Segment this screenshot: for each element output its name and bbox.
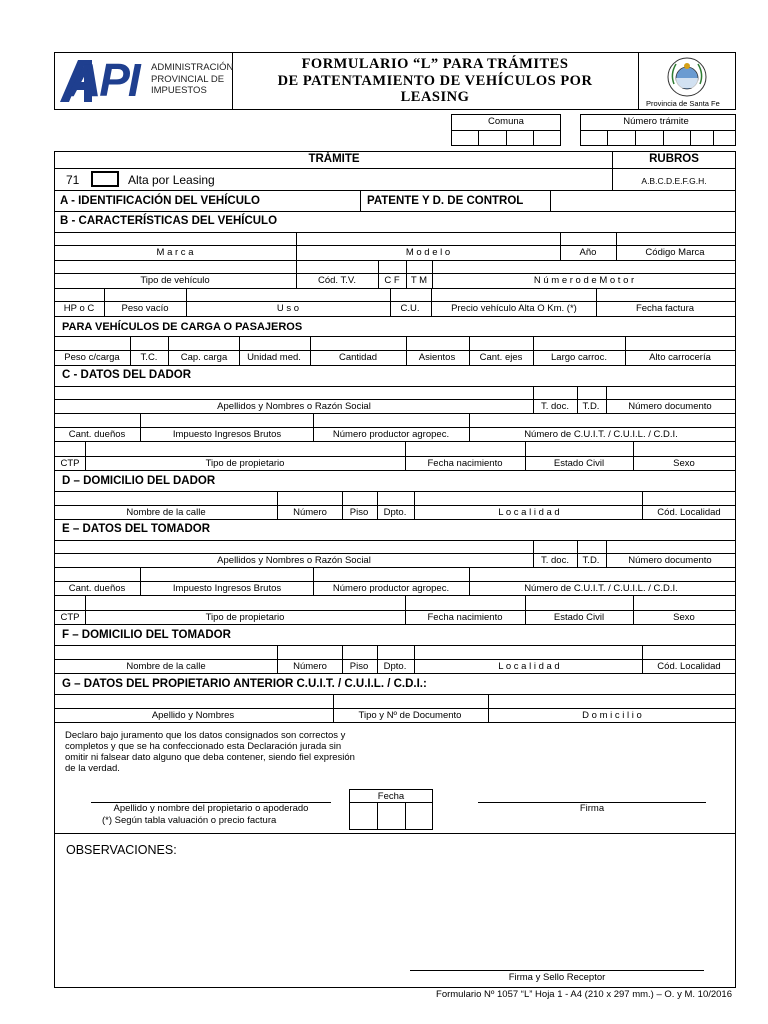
tomador-cod-localidad-label: Cód. Localidad xyxy=(657,661,721,672)
tomador-apellidos-label: Apellidos y Nombres o Razón Social xyxy=(217,555,371,566)
dador-fecha-nac-label: Fecha nacimiento xyxy=(427,458,503,469)
section-g-title: G – DATOS DEL PROPIETARIO ANTERIOR C.U.I.T. / C.U.I.L. / C.D.I.: xyxy=(62,678,427,690)
dador-dpto-label: Dpto. xyxy=(383,507,407,518)
tramite-header: TRÁMITE xyxy=(308,153,360,165)
anio-label: Año xyxy=(579,247,597,258)
dador-td-label: T.D. xyxy=(582,401,600,412)
codigo-marca-label: Código Marca xyxy=(645,247,705,258)
cod-tv-label: Cód. T.V. xyxy=(317,275,357,286)
header-divider-right xyxy=(638,52,639,110)
marca-label: M a r c a xyxy=(156,247,194,258)
firma-receptor-label: Firma y Sello Receptor xyxy=(508,972,606,983)
tomador-cant-duenos-label: Cant. dueños xyxy=(68,583,126,594)
firma-label: Firma xyxy=(579,803,605,814)
tm-label: T M xyxy=(410,275,428,286)
numero-motor-label: N ú m e r o d e M o t o r xyxy=(533,275,635,286)
cantidad-label: Cantidad xyxy=(338,352,378,363)
form-title xyxy=(232,56,638,106)
peso-carga-label: Peso c/carga xyxy=(64,352,120,363)
dador-productor-label: Número productor agropec. xyxy=(332,429,450,440)
cf-label: C F xyxy=(384,275,400,286)
alto-label: Alto carrocería xyxy=(649,352,711,363)
tomador-cuit-label: Número de C.U.I.T. / C.U.I.L. / C.D.I. xyxy=(524,583,678,594)
precio-label: Precio vehículo Alta O Km. (*) xyxy=(451,303,577,314)
tomador-numero-label: Número xyxy=(293,661,327,672)
g-apellido-label: Apellido y Nombres xyxy=(151,710,235,721)
cu-label: C.U. xyxy=(400,303,420,314)
org-line-1: ADMINISTRACIÓN xyxy=(151,62,234,73)
title-line-3: LEASING xyxy=(400,89,470,105)
tomador-calle-label: Nombre de la calle xyxy=(126,661,206,672)
declaration-line-4: de la verdad. xyxy=(65,763,120,774)
dador-sexo-label: Sexo xyxy=(673,458,695,469)
title-line-1: FORMULARIO “L” PARA TRÁMITES xyxy=(301,56,569,72)
tomador-localidad-label: L o c a l i d a d xyxy=(498,661,560,672)
dador-piso-label: Piso xyxy=(349,507,369,518)
observaciones-area[interactable] xyxy=(56,862,734,967)
org-name xyxy=(151,62,233,97)
cap-carga-label: Cap. carga xyxy=(180,352,228,363)
hp-label: HP o C xyxy=(63,303,95,314)
declaration-line-1: Declaro bajo juramento que los datos consignados son correctos y xyxy=(65,730,346,741)
tomador-piso-label: Piso xyxy=(349,661,369,672)
province-seal-icon xyxy=(666,56,708,103)
alta-leasing-label: Alta por Leasing xyxy=(128,173,215,187)
org-line-2: PROVINCIAL DE xyxy=(151,73,225,85)
dador-cant-duenos-label: Cant. dueños xyxy=(68,429,126,440)
tomador-estado-civil-label: Estado Civil xyxy=(553,612,605,623)
g-tipo-doc-label: Tipo y Nº de Documento xyxy=(358,710,462,721)
tomador-dpto-label: Dpto. xyxy=(383,661,407,672)
peso-vacio-label: Peso vacío xyxy=(121,303,169,314)
title-line-2: DE PATENTAMIENTO DE VEHÍCULOS POR xyxy=(277,72,593,89)
tomador-iibb-label: Impuesto Ingresos Brutos xyxy=(172,583,282,594)
observaciones-label: OBSERVACIONES: xyxy=(66,843,177,857)
largo-label: Largo carroc. xyxy=(551,352,607,363)
rubros-value: A.B.C.D.E.F.G.H. xyxy=(641,176,707,186)
dador-localidad-label: L o c a l i d a d xyxy=(498,507,560,518)
tomador-productor-label: Número productor agropec. xyxy=(332,583,450,594)
rubros-header: RUBROS xyxy=(649,153,699,165)
apoderado-label: Apellido y nombre del propietario o apoderado xyxy=(113,803,309,814)
province-name: Provincia de Santa Fe xyxy=(646,99,720,108)
tomador-tdoc-label: T. doc. xyxy=(541,555,569,566)
section-f-title: F – DOMICILIO DEL TOMADOR xyxy=(62,629,231,641)
dador-calle-label: Nombre de la calle xyxy=(126,507,206,518)
nota-precio: (*) Según tabla valuación o precio factura xyxy=(102,815,277,826)
modelo-label: M o d e l o xyxy=(405,247,451,258)
tomador-sexo-label: Sexo xyxy=(673,612,695,623)
carga-title: PARA VEHÍCULOS DE CARGA O PASAJEROS xyxy=(62,321,303,333)
uso-label: U s o xyxy=(276,303,300,314)
numero-tramite-label: Número trámite xyxy=(623,116,689,127)
alta-leasing-checkbox[interactable] xyxy=(91,171,119,187)
asientos-label: Asientos xyxy=(418,352,456,363)
fecha-label: Fecha xyxy=(377,791,405,802)
tomador-td-label: T.D. xyxy=(582,555,600,566)
tramite-code: 71 xyxy=(66,173,80,187)
dador-ctp-label: CTP xyxy=(60,458,80,469)
org-line-3: IMPUESTOS xyxy=(151,85,207,96)
dador-estado-civil-label: Estado Civil xyxy=(553,458,605,469)
tomador-numero-doc-label: Número documento xyxy=(628,555,712,566)
declaration-line-3: omitir ni falsear dato alguno que deba contener, siendo fiel expresión xyxy=(65,752,355,763)
footer-text: Formulario Nº 1057 “L” Hoja 1 - A4 (210 x 297 mm.) – O. y M. 10/2016 xyxy=(436,989,732,1000)
logo-text: API xyxy=(68,54,139,106)
dador-cuit-label: Número de C.U.I.T. / C.U.I.L. / C.D.I. xyxy=(524,429,678,440)
patente-input[interactable] xyxy=(550,190,736,211)
tc-label: T.C. xyxy=(140,352,158,363)
section-a-title: A - IDENTIFICACIÓN DEL VEHÍCULO xyxy=(60,195,260,207)
declaration-text xyxy=(65,730,385,774)
section-d-title: D – DOMICILIO DEL DADOR xyxy=(62,475,216,487)
section-e-title: E – DATOS DEL TOMADOR xyxy=(62,523,211,535)
dador-cod-localidad-label: Cód. Localidad xyxy=(657,507,721,518)
comuna-label: Comuna xyxy=(488,116,524,127)
unidad-med-label: Unidad med. xyxy=(247,352,301,363)
tomador-tipo-prop-label: Tipo de propietario xyxy=(205,612,285,623)
g-domicilio-label: D o m i c i l i o xyxy=(582,710,642,721)
tomador-ctp-label: CTP xyxy=(60,612,80,623)
dador-numero-doc-label: Número documento xyxy=(628,401,712,412)
dador-tdoc-label: T. doc. xyxy=(541,401,569,412)
dador-apellidos-label: Apellidos y Nombres o Razón Social xyxy=(217,401,371,412)
api-logo xyxy=(60,56,142,104)
section-c-title: C - DATOS DEL DADOR xyxy=(62,369,192,381)
cant-ejes-label: Cant. ejes xyxy=(479,352,523,363)
dador-numero-label: Número xyxy=(293,507,327,518)
fecha-factura-label: Fecha factura xyxy=(635,303,695,314)
tomador-fecha-nac-label: Fecha nacimiento xyxy=(427,612,503,623)
dador-iibb-label: Impuesto Ingresos Brutos xyxy=(172,429,282,440)
dador-tipo-prop-label: Tipo de propietario xyxy=(205,458,285,469)
declaration-line-2: completos y que se ha confeccionado esta Declaración jurada sin xyxy=(65,741,342,752)
section-b-title: B - CARACTERÍSTICAS DEL VEHÍCULO xyxy=(60,215,278,227)
tipo-vehiculo-label: Tipo de vehículo xyxy=(140,275,210,286)
patente-title: PATENTE Y D. DE CONTROL xyxy=(367,195,524,207)
